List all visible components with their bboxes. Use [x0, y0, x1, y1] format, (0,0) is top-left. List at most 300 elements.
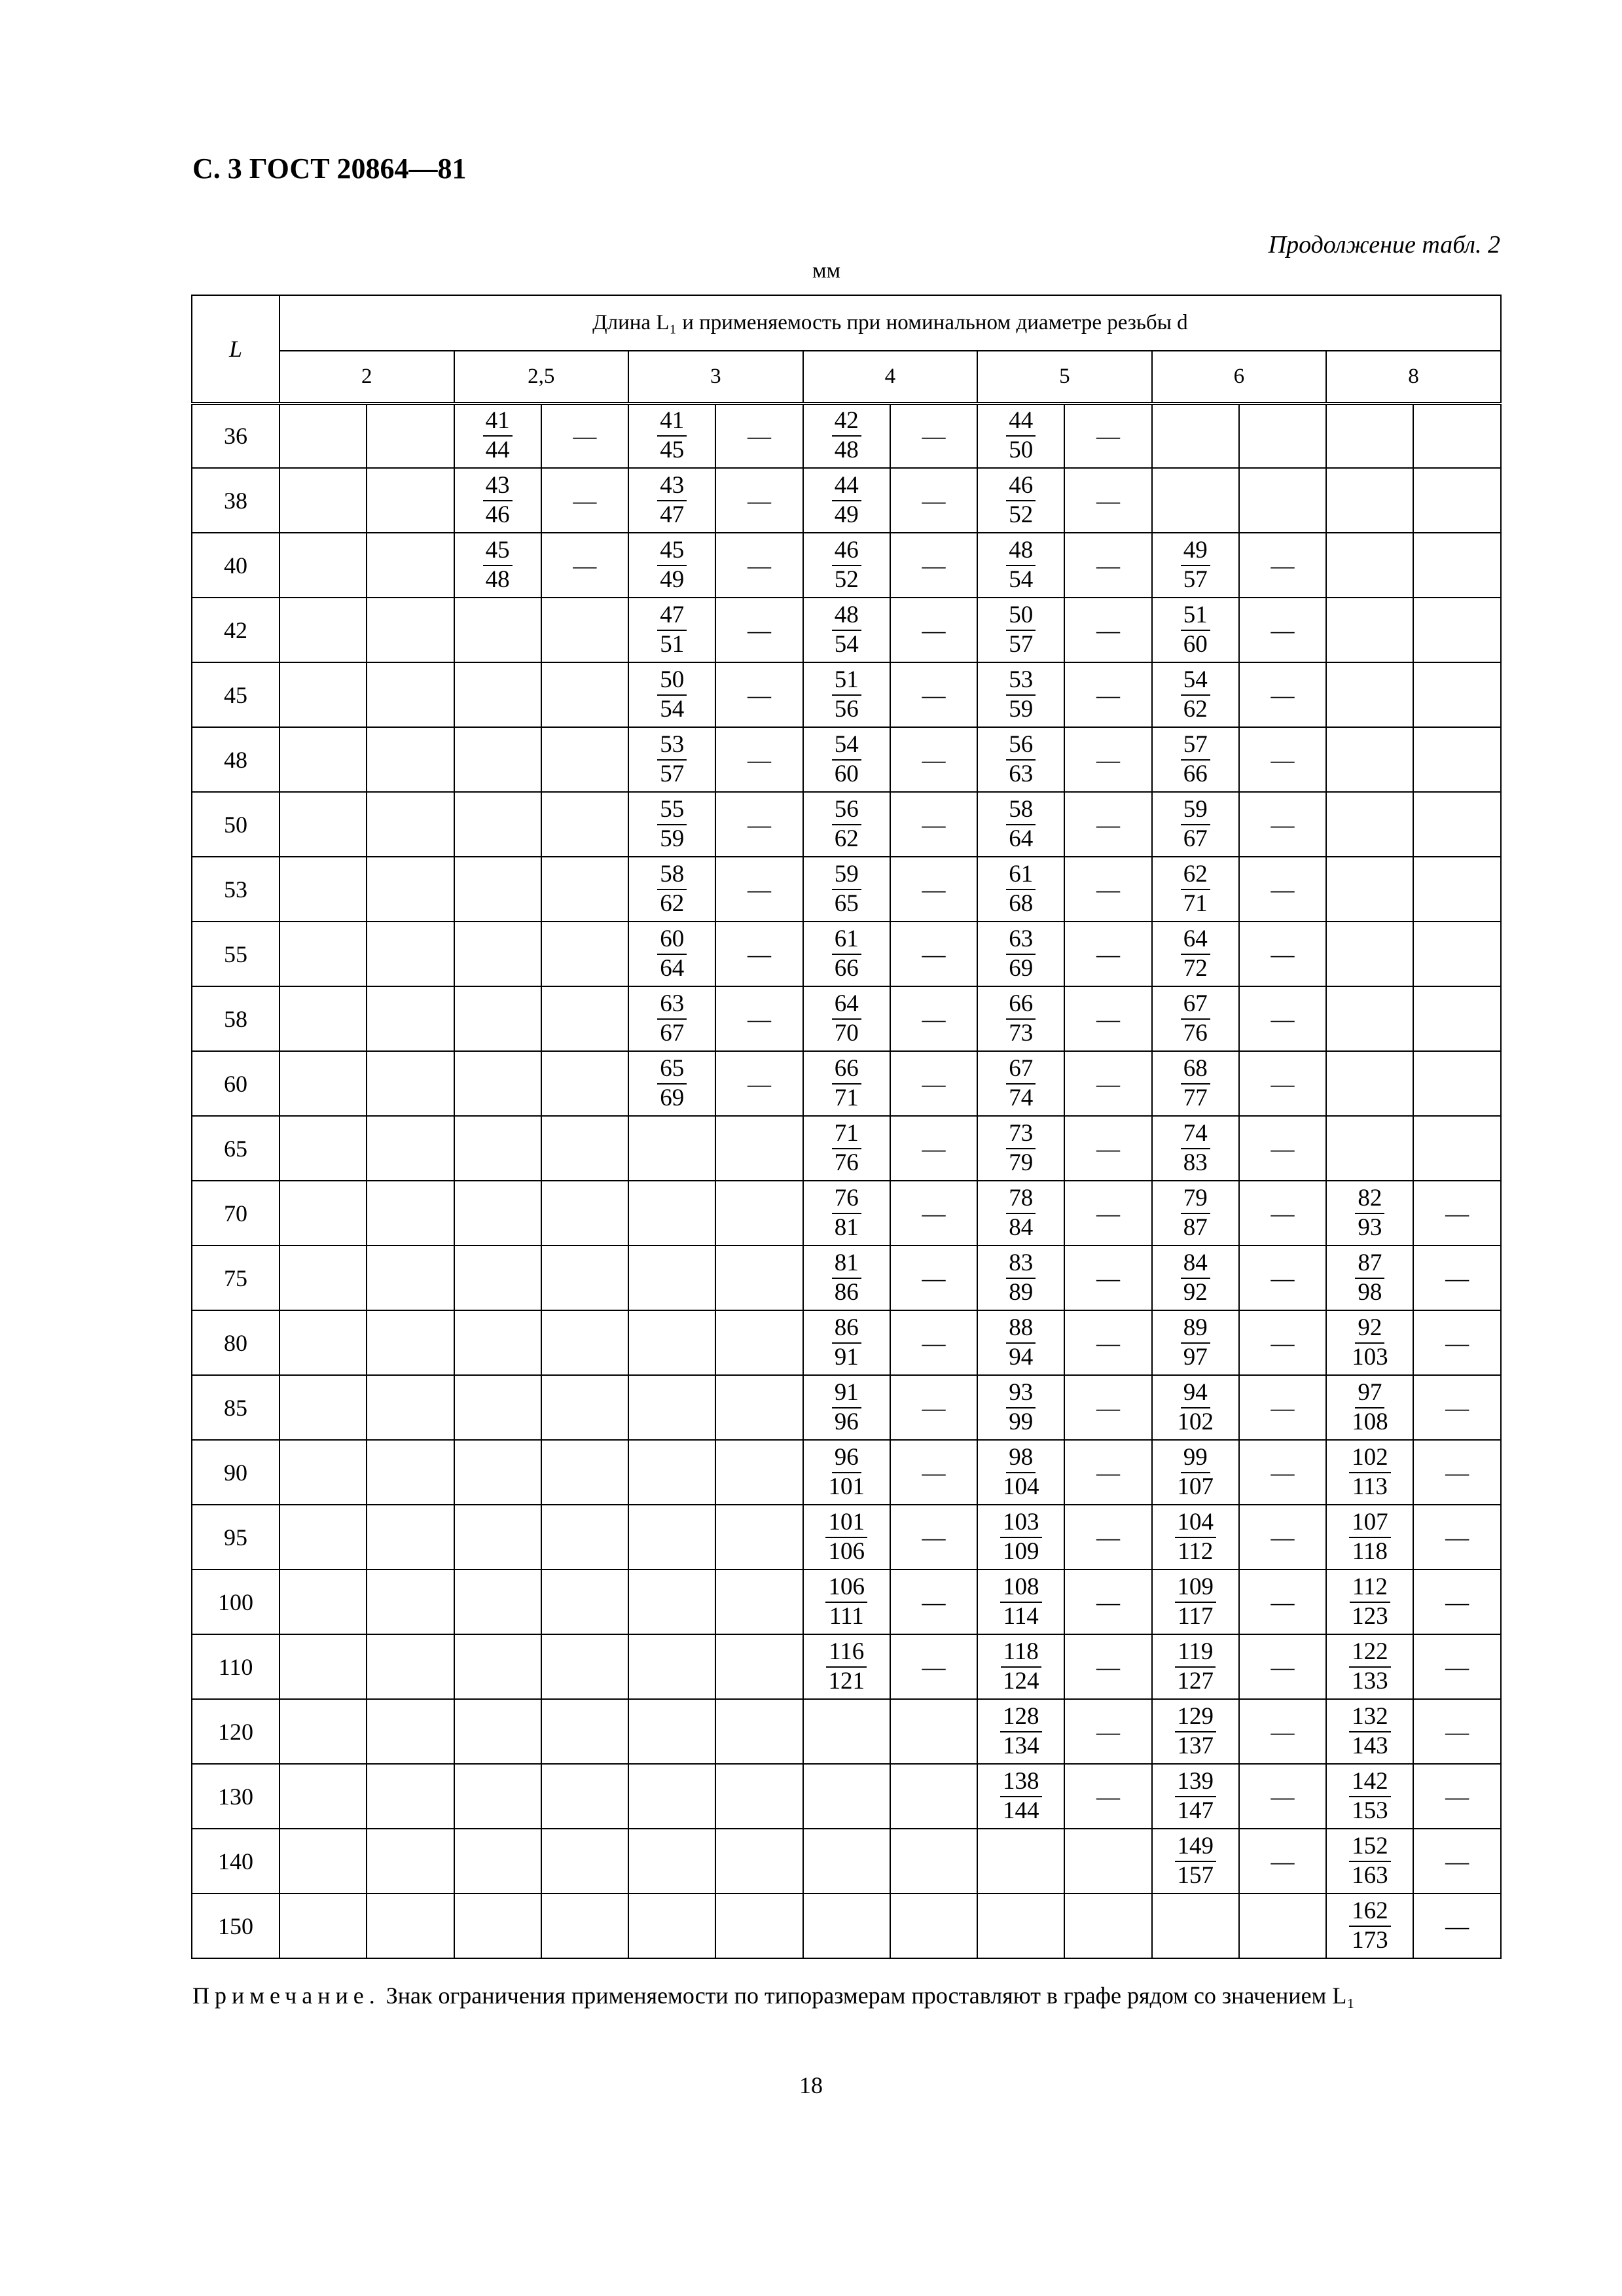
length-cell	[454, 662, 541, 727]
fraction-numerator: 56	[832, 797, 861, 825]
fraction-numerator: 56	[1006, 732, 1036, 761]
applicability-cell	[1064, 1310, 1151, 1375]
restriction-sign: —	[1271, 1524, 1295, 1551]
applicability-cell	[1413, 1181, 1500, 1246]
restriction-sign: —	[922, 552, 946, 579]
length-cell	[279, 662, 367, 727]
applicability-cell	[715, 662, 802, 727]
table-row	[192, 727, 1501, 792]
fraction-numerator: 45	[483, 538, 513, 566]
length-cell	[803, 727, 890, 792]
fraction-numerator: 50	[657, 668, 687, 696]
length-cell	[1326, 1570, 1413, 1634]
applicability-cell	[1413, 1893, 1500, 1958]
length-cell	[628, 662, 715, 727]
row-L-value: 150	[192, 1893, 279, 1958]
length-fraction	[1175, 1380, 1217, 1435]
fraction-denominator: 137	[1177, 1732, 1214, 1759]
row-L-value: 95	[192, 1505, 279, 1570]
applicability-cell	[1413, 1570, 1500, 1634]
applicability-cell	[1064, 857, 1151, 922]
row-L-value: 60	[192, 1051, 279, 1116]
fraction-denominator: 113	[1352, 1473, 1388, 1500]
applicability-cell	[890, 1440, 977, 1505]
applicability-cell	[367, 1375, 454, 1440]
fraction-numerator: 116	[826, 1640, 867, 1668]
length-cell	[1326, 403, 1413, 468]
length-cell	[977, 1246, 1064, 1310]
diameter-header: 6	[1152, 351, 1327, 403]
row-L-value: 58	[192, 986, 279, 1051]
length-cell	[803, 1505, 890, 1570]
row-L-value: 42	[192, 598, 279, 662]
length-cell	[803, 533, 890, 598]
applicability-cell	[715, 857, 802, 922]
restriction-sign: —	[922, 1200, 946, 1227]
applicability-cell	[1413, 792, 1500, 857]
length-cell	[977, 1051, 1064, 1116]
length-cell	[977, 1440, 1064, 1505]
fraction-denominator: 127	[1177, 1667, 1214, 1695]
length-cell	[803, 1310, 890, 1375]
fraction-numerator: 73	[1006, 1121, 1036, 1149]
restriction-sign: —	[1271, 1718, 1295, 1745]
restriction-sign: —	[922, 1005, 946, 1032]
applicability-cell	[1239, 922, 1326, 986]
applicability-cell	[1413, 1116, 1500, 1181]
length-fraction	[832, 1056, 861, 1111]
restriction-sign: —	[1271, 811, 1295, 838]
length-cell	[1152, 403, 1239, 468]
applicability-cell	[1239, 1310, 1326, 1375]
restriction-sign: —	[747, 681, 771, 708]
fraction-denominator: 117	[1178, 1602, 1214, 1630]
length-cell	[628, 1051, 715, 1116]
applicability-cell	[541, 1310, 628, 1375]
length-fraction	[832, 668, 861, 723]
row-L-value: 40	[192, 533, 279, 598]
length-cell	[977, 1634, 1064, 1699]
fraction-numerator: 41	[657, 408, 687, 437]
length-cell	[279, 598, 367, 662]
applicability-cell	[1413, 1634, 1500, 1699]
length-cell	[1326, 1634, 1413, 1699]
length-fraction	[832, 408, 861, 463]
table-note	[192, 1977, 1500, 2015]
fraction-numerator: 78	[1006, 1186, 1036, 1214]
fraction-denominator: 87	[1183, 1213, 1208, 1241]
fraction-numerator: 104	[1175, 1510, 1217, 1538]
length-cell	[1152, 1893, 1239, 1958]
fraction-denominator: 73	[1009, 1019, 1034, 1047]
restriction-sign: —	[1445, 1329, 1469, 1356]
fraction-numerator: 42	[832, 408, 861, 437]
fraction-numerator: 59	[832, 862, 861, 890]
row-L-value: 38	[192, 468, 279, 533]
row-L-value: 80	[192, 1310, 279, 1375]
applicability-cell	[541, 1699, 628, 1764]
fraction-denominator: 121	[828, 1667, 865, 1695]
fraction-numerator: 61	[1006, 862, 1036, 890]
length-cell	[1326, 1375, 1413, 1440]
row-L-value: 90	[192, 1440, 279, 1505]
length-fraction	[1181, 1056, 1210, 1111]
length-cell	[628, 1310, 715, 1375]
length-cell	[1326, 1181, 1413, 1246]
fraction-numerator: 103	[1000, 1510, 1042, 1538]
applicability-cell	[1239, 1181, 1326, 1246]
table-row	[192, 1505, 1501, 1570]
fraction-denominator: 92	[1183, 1278, 1208, 1306]
length-cell	[454, 598, 541, 662]
length-fraction	[832, 1251, 861, 1306]
length-cell	[1152, 468, 1239, 533]
applicability-cell	[715, 922, 802, 986]
fraction-numerator: 46	[1006, 473, 1036, 501]
length-cell	[628, 1893, 715, 1958]
applicability-cell	[715, 1505, 802, 1570]
length-cell	[1152, 1440, 1239, 1505]
restriction-sign: —	[922, 423, 946, 450]
restriction-sign: —	[922, 1394, 946, 1421]
length-cell	[628, 598, 715, 662]
table-row	[192, 1246, 1501, 1310]
fraction-denominator: 104	[1003, 1473, 1039, 1500]
applicability-cell	[1064, 1505, 1151, 1570]
applicability-cell	[890, 792, 977, 857]
applicability-cell	[1239, 1116, 1326, 1181]
length-cell	[977, 662, 1064, 727]
length-fraction	[825, 1445, 867, 1500]
length-cell	[454, 727, 541, 792]
applicability-cell	[1413, 727, 1500, 792]
applicability-cell	[541, 1440, 628, 1505]
row-L-value: 45	[192, 662, 279, 727]
length-fraction	[832, 732, 861, 787]
restriction-sign: —	[747, 746, 771, 773]
length-cell	[628, 1829, 715, 1893]
length-cell	[279, 792, 367, 857]
applicability-cell	[1413, 1764, 1500, 1829]
length-cell	[279, 1829, 367, 1893]
table-row	[192, 598, 1501, 662]
restriction-sign: —	[1096, 1070, 1121, 1097]
restriction-sign: —	[1096, 746, 1121, 773]
length-cell	[279, 1893, 367, 1958]
length-cell	[628, 468, 715, 533]
length-cell	[803, 986, 890, 1051]
fraction-denominator: 49	[834, 501, 859, 528]
fraction-numerator: 60	[657, 927, 687, 955]
fraction-denominator: 52	[834, 565, 859, 593]
length-fraction	[1006, 408, 1036, 463]
length-cell	[279, 1246, 367, 1310]
length-fraction	[825, 1640, 867, 1695]
thread-length-table	[191, 295, 1502, 1959]
applicability-cell	[1413, 598, 1500, 662]
fraction-denominator: 70	[834, 1019, 859, 1047]
applicability-cell	[541, 1505, 628, 1570]
length-cell	[1152, 727, 1239, 792]
fraction-numerator: 76	[832, 1186, 861, 1214]
fraction-numerator: 87	[1355, 1251, 1384, 1279]
restriction-sign: —	[747, 1070, 771, 1097]
restriction-sign: —	[1271, 1070, 1295, 1097]
applicability-cell	[1064, 1634, 1151, 1699]
restriction-sign: —	[1096, 423, 1121, 450]
fraction-denominator: 157	[1177, 1861, 1214, 1889]
length-cell	[454, 986, 541, 1051]
fraction-denominator: 60	[1183, 630, 1208, 658]
applicability-cell	[367, 986, 454, 1051]
fraction-numerator: 51	[1181, 603, 1210, 631]
table-row	[192, 986, 1501, 1051]
fraction-numerator: 98	[1006, 1445, 1036, 1473]
length-fraction	[1349, 1834, 1391, 1889]
fraction-numerator: 99	[1181, 1445, 1210, 1473]
restriction-sign: —	[1271, 1005, 1295, 1032]
length-cell	[454, 1440, 541, 1505]
length-cell	[1152, 1829, 1239, 1893]
fraction-denominator: 123	[1352, 1602, 1388, 1630]
applicability-cell	[715, 1051, 802, 1116]
table-row	[192, 1829, 1501, 1893]
applicability-cell	[367, 1310, 454, 1375]
fraction-denominator: 51	[660, 630, 685, 658]
restriction-sign: —	[1271, 681, 1295, 708]
applicability-cell	[1064, 986, 1151, 1051]
length-cell	[803, 1893, 890, 1958]
applicability-cell	[715, 986, 802, 1051]
restriction-sign: —	[1445, 1200, 1469, 1227]
fraction-denominator: 108	[1352, 1408, 1388, 1435]
restriction-sign: —	[1096, 1783, 1121, 1810]
restriction-sign: —	[747, 423, 771, 450]
applicability-cell	[715, 1829, 802, 1893]
restriction-sign: —	[1271, 1200, 1295, 1227]
length-fraction	[1175, 1575, 1217, 1630]
fraction-numerator: 149	[1175, 1834, 1217, 1862]
applicability-cell	[715, 1181, 802, 1246]
restriction-sign: —	[922, 1588, 946, 1615]
applicability-cell	[541, 662, 628, 727]
restriction-sign: —	[922, 681, 946, 708]
page-number: 18	[799, 2072, 823, 2098]
length-fraction	[1175, 1769, 1217, 1824]
fraction-denominator: 91	[834, 1343, 859, 1371]
length-cell	[977, 1375, 1064, 1440]
restriction-sign: —	[922, 487, 946, 514]
length-fraction	[657, 862, 687, 917]
length-cell	[1326, 1440, 1413, 1505]
applicability-cell	[1413, 1375, 1500, 1440]
length-cell	[803, 1570, 890, 1634]
fraction-denominator: 94	[1009, 1343, 1034, 1371]
restriction-sign: —	[1271, 746, 1295, 773]
restriction-sign: —	[747, 487, 771, 514]
fraction-numerator: 152	[1349, 1834, 1391, 1862]
fraction-numerator: 65	[657, 1056, 687, 1085]
applicability-cell	[1413, 1505, 1500, 1570]
fraction-numerator: 97	[1355, 1380, 1384, 1408]
row-L-value: 36	[192, 403, 279, 468]
length-cell	[1152, 598, 1239, 662]
restriction-sign: —	[1096, 811, 1121, 838]
length-fraction	[1355, 1186, 1384, 1241]
fraction-denominator: 59	[1009, 695, 1034, 723]
applicability-cell	[1239, 857, 1326, 922]
table-row	[192, 403, 1501, 468]
restriction-sign: —	[1096, 1588, 1121, 1615]
fraction-numerator: 138	[1000, 1769, 1042, 1797]
length-cell	[454, 792, 541, 857]
fraction-numerator: 44	[832, 473, 861, 501]
fraction-denominator: 98	[1358, 1278, 1382, 1306]
restriction-sign: —	[1445, 1524, 1469, 1551]
applicability-cell	[1064, 403, 1151, 468]
applicability-cell	[715, 727, 802, 792]
length-cell	[279, 1051, 367, 1116]
fraction-denominator: 89	[1009, 1278, 1034, 1306]
length-fraction	[1006, 862, 1036, 917]
column-header-L: L	[192, 295, 279, 403]
row-L-value: 120	[192, 1699, 279, 1764]
fraction-numerator: 66	[1006, 992, 1036, 1020]
applicability-cell	[715, 792, 802, 857]
table-row	[192, 1310, 1501, 1375]
length-fraction	[483, 408, 513, 463]
fraction-denominator: 57	[1183, 565, 1208, 593]
length-cell	[454, 1246, 541, 1310]
restriction-sign: —	[1271, 1848, 1295, 1874]
length-cell	[279, 1570, 367, 1634]
length-cell	[279, 1440, 367, 1505]
applicability-cell	[541, 1051, 628, 1116]
length-cell	[279, 1310, 367, 1375]
fraction-denominator: 97	[1183, 1343, 1208, 1371]
applicability-cell	[1064, 598, 1151, 662]
fraction-numerator: 102	[1349, 1445, 1391, 1473]
applicability-cell	[890, 403, 977, 468]
restriction-sign: —	[1096, 552, 1121, 579]
length-cell	[1326, 727, 1413, 792]
length-cell	[1326, 1893, 1413, 1958]
applicability-cell	[367, 1634, 454, 1699]
restriction-sign: —	[1096, 617, 1121, 643]
fraction-denominator: 153	[1352, 1797, 1388, 1824]
fraction-numerator: 112	[1350, 1575, 1390, 1603]
length-cell	[977, 857, 1064, 922]
applicability-cell	[1239, 1505, 1326, 1570]
length-cell	[628, 1699, 715, 1764]
length-fraction	[1000, 1510, 1042, 1565]
fraction-numerator: 61	[832, 927, 861, 955]
length-cell	[1152, 1634, 1239, 1699]
length-fraction	[832, 1316, 861, 1371]
applicability-cell	[1239, 1440, 1326, 1505]
length-cell	[628, 727, 715, 792]
note-label: Примечание.	[192, 1982, 380, 2009]
fraction-denominator: 64	[1009, 825, 1034, 852]
length-fraction	[1355, 1251, 1384, 1306]
restriction-sign: —	[1096, 1135, 1121, 1162]
length-fraction	[832, 1121, 861, 1176]
applicability-cell	[890, 533, 977, 598]
applicability-cell	[541, 922, 628, 986]
applicability-cell	[1064, 468, 1151, 533]
applicability-cell	[541, 1570, 628, 1634]
fraction-numerator: 93	[1006, 1380, 1036, 1408]
note-text: Знак ограничения применяемости по типоразмерам проставляют в графе рядом со значением L₁	[386, 1982, 1355, 2009]
length-cell	[279, 1634, 367, 1699]
applicability-cell	[1413, 1699, 1500, 1764]
length-cell	[803, 1634, 890, 1699]
fraction-denominator: 163	[1352, 1861, 1388, 1889]
length-cell	[977, 1310, 1064, 1375]
fraction-denominator: 96	[834, 1408, 859, 1435]
fraction-denominator: 76	[1183, 1019, 1208, 1047]
fraction-numerator: 122	[1349, 1640, 1391, 1668]
page-header: С. 3 ГОСТ 20864—81	[192, 152, 467, 185]
length-cell	[1326, 1116, 1413, 1181]
applicability-cell	[715, 598, 802, 662]
fraction-denominator: 134	[1003, 1732, 1039, 1759]
length-cell	[803, 1699, 890, 1764]
restriction-sign: —	[922, 1524, 946, 1551]
restriction-sign: —	[573, 552, 597, 579]
fraction-numerator: 54	[1181, 668, 1210, 696]
restriction-sign: —	[747, 941, 771, 967]
length-fraction	[1181, 1251, 1210, 1306]
applicability-cell	[890, 1570, 977, 1634]
fraction-denominator: 54	[1009, 565, 1034, 593]
length-cell	[279, 727, 367, 792]
length-fraction	[1349, 1704, 1391, 1759]
applicability-cell	[1239, 1570, 1326, 1634]
length-cell	[1152, 1116, 1239, 1181]
length-fraction	[1181, 1316, 1210, 1371]
length-cell	[454, 1893, 541, 1958]
fraction-denominator: 52	[1009, 501, 1034, 528]
restriction-sign: —	[922, 876, 946, 903]
length-fraction	[1006, 1251, 1036, 1306]
length-cell	[977, 1764, 1064, 1829]
length-cell	[1152, 1764, 1239, 1829]
length-cell	[454, 468, 541, 533]
applicability-cell	[1064, 1375, 1151, 1440]
fraction-denominator: 62	[660, 889, 685, 917]
length-cell	[803, 403, 890, 468]
length-cell	[977, 1505, 1064, 1570]
length-fraction	[1175, 1704, 1217, 1759]
fraction-numerator: 46	[832, 538, 861, 566]
applicability-cell	[1064, 1570, 1151, 1634]
restriction-sign: —	[1271, 552, 1295, 579]
units-label: мм	[812, 259, 841, 283]
restriction-sign: —	[573, 487, 597, 514]
applicability-cell	[890, 1116, 977, 1181]
length-fraction	[1181, 862, 1210, 917]
fraction-denominator: 77	[1183, 1084, 1208, 1111]
row-L-value: 48	[192, 727, 279, 792]
length-cell	[1326, 1699, 1413, 1764]
length-cell	[628, 1764, 715, 1829]
fraction-numerator: 54	[832, 732, 861, 761]
restriction-sign: —	[922, 1653, 946, 1680]
length-cell	[803, 1829, 890, 1893]
length-cell	[803, 1764, 890, 1829]
fraction-denominator: 57	[660, 760, 685, 787]
